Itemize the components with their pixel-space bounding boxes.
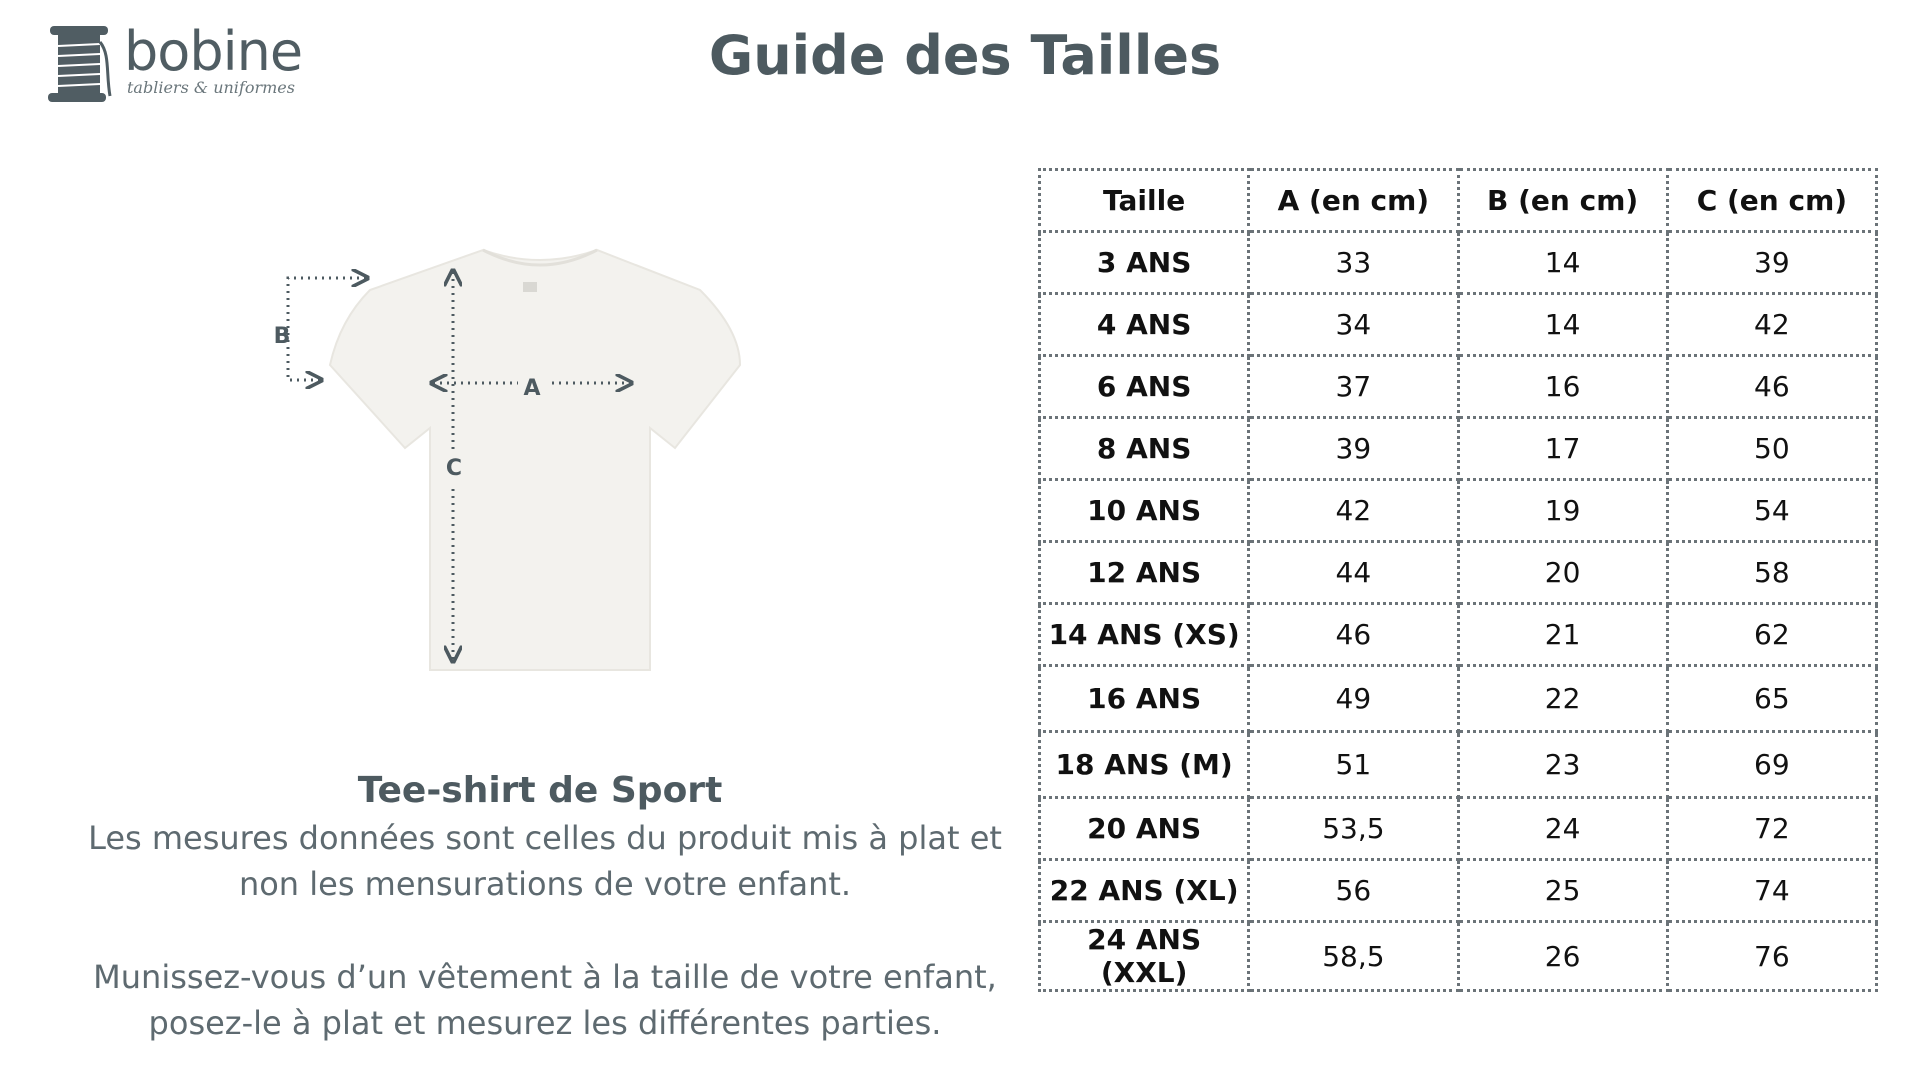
cell-b: 16 (1458, 356, 1667, 418)
header-b: B (en cm) (1458, 170, 1667, 232)
brand-name: bobine (124, 20, 303, 83)
cell-a: 34 (1249, 294, 1458, 356)
table-header-row (1040, 170, 1877, 232)
table-row (1040, 542, 1877, 604)
table-row (1040, 732, 1877, 798)
cell-c: 76 (1667, 922, 1876, 991)
cell-b: 19 (1458, 480, 1667, 542)
tshirt-icon (270, 190, 770, 710)
cell-a: 58,5 (1249, 922, 1458, 991)
cell-a: 49 (1249, 666, 1458, 732)
cell-size: 18 ANS (M) (1040, 732, 1249, 798)
header-a: A (en cm) (1249, 170, 1458, 232)
measurement-note (50, 815, 1040, 907)
table-row (1040, 860, 1877, 922)
cell-c: 50 (1667, 418, 1876, 480)
table-row (1040, 232, 1877, 294)
cell-c: 46 (1667, 356, 1876, 418)
cell-b: 14 (1458, 294, 1667, 356)
table-row (1040, 604, 1877, 666)
cell-size: 6 ANS (1040, 356, 1249, 418)
table-row (1040, 480, 1877, 542)
cell-b: 20 (1458, 542, 1667, 604)
label-c: C (445, 456, 463, 481)
cell-size: 12 ANS (1040, 542, 1249, 604)
table-row (1040, 294, 1877, 356)
cell-a: 53,5 (1249, 798, 1458, 860)
cell-c: 74 (1667, 860, 1876, 922)
cell-a: 44 (1249, 542, 1458, 604)
cell-a: 51 (1249, 732, 1458, 798)
tshirt-measurement-diagram (270, 190, 770, 710)
product-name: Tee-shirt de Sport (357, 770, 723, 811)
note-line-2: non les mensurations de votre enfant. (238, 865, 852, 903)
cell-b: 17 (1458, 418, 1667, 480)
table-row (1040, 922, 1877, 991)
page-title: Guide des Tailles (708, 24, 1222, 87)
cell-b: 21 (1458, 604, 1667, 666)
cell-b: 22 (1458, 666, 1667, 732)
cell-size: 22 ANS (XL) (1040, 860, 1249, 922)
cell-b: 14 (1458, 232, 1667, 294)
cell-size: 10 ANS (1040, 480, 1249, 542)
brand-tagline: tabliers & uniformes (127, 78, 295, 97)
label-b: B (273, 324, 291, 349)
cell-a: 46 (1249, 604, 1458, 666)
cell-c: 65 (1667, 666, 1876, 732)
cell-a: 33 (1249, 232, 1458, 294)
cell-b: 23 (1458, 732, 1667, 798)
table-row (1040, 418, 1877, 480)
cell-a: 56 (1249, 860, 1458, 922)
instructions-line-1: Munissez-vous d’un vêtement à la taille de votre enfant, (93, 958, 997, 996)
cell-size: 14 ANS (XS) (1040, 604, 1249, 666)
cell-size: 4 ANS (1040, 294, 1249, 356)
table-row (1040, 666, 1877, 732)
cell-b: 25 (1458, 860, 1667, 922)
label-a: A (523, 376, 541, 401)
cell-c: 39 (1667, 232, 1876, 294)
cell-a: 42 (1249, 480, 1458, 542)
header-size: Taille (1040, 170, 1249, 232)
cell-size: 8 ANS (1040, 418, 1249, 480)
cell-c: 62 (1667, 604, 1876, 666)
cell-c: 58 (1667, 542, 1876, 604)
cell-c: 72 (1667, 798, 1876, 860)
cell-b: 26 (1458, 922, 1667, 991)
cell-size: 16 ANS (1040, 666, 1249, 732)
cell-c: 42 (1667, 294, 1876, 356)
cell-b: 24 (1458, 798, 1667, 860)
cell-a: 39 (1249, 418, 1458, 480)
header-c: C (en cm) (1667, 170, 1876, 232)
instructions-line-2: posez-le à plat et mesurez les différentes parties. (148, 1004, 942, 1042)
size-table (1038, 168, 1878, 992)
cell-c: 54 (1667, 480, 1876, 542)
measurement-instructions (50, 954, 1040, 1046)
cell-size: 3 ANS (1040, 232, 1249, 294)
cell-size: 24 ANS (XXL) (1040, 922, 1249, 991)
note-line-1: Les mesures données sont celles du produit mis à plat et (88, 819, 1002, 857)
table-row (1040, 798, 1877, 860)
cell-c: 69 (1667, 732, 1876, 798)
table-row (1040, 356, 1877, 418)
cell-a: 37 (1249, 356, 1458, 418)
cell-size: 20 ANS (1040, 798, 1249, 860)
